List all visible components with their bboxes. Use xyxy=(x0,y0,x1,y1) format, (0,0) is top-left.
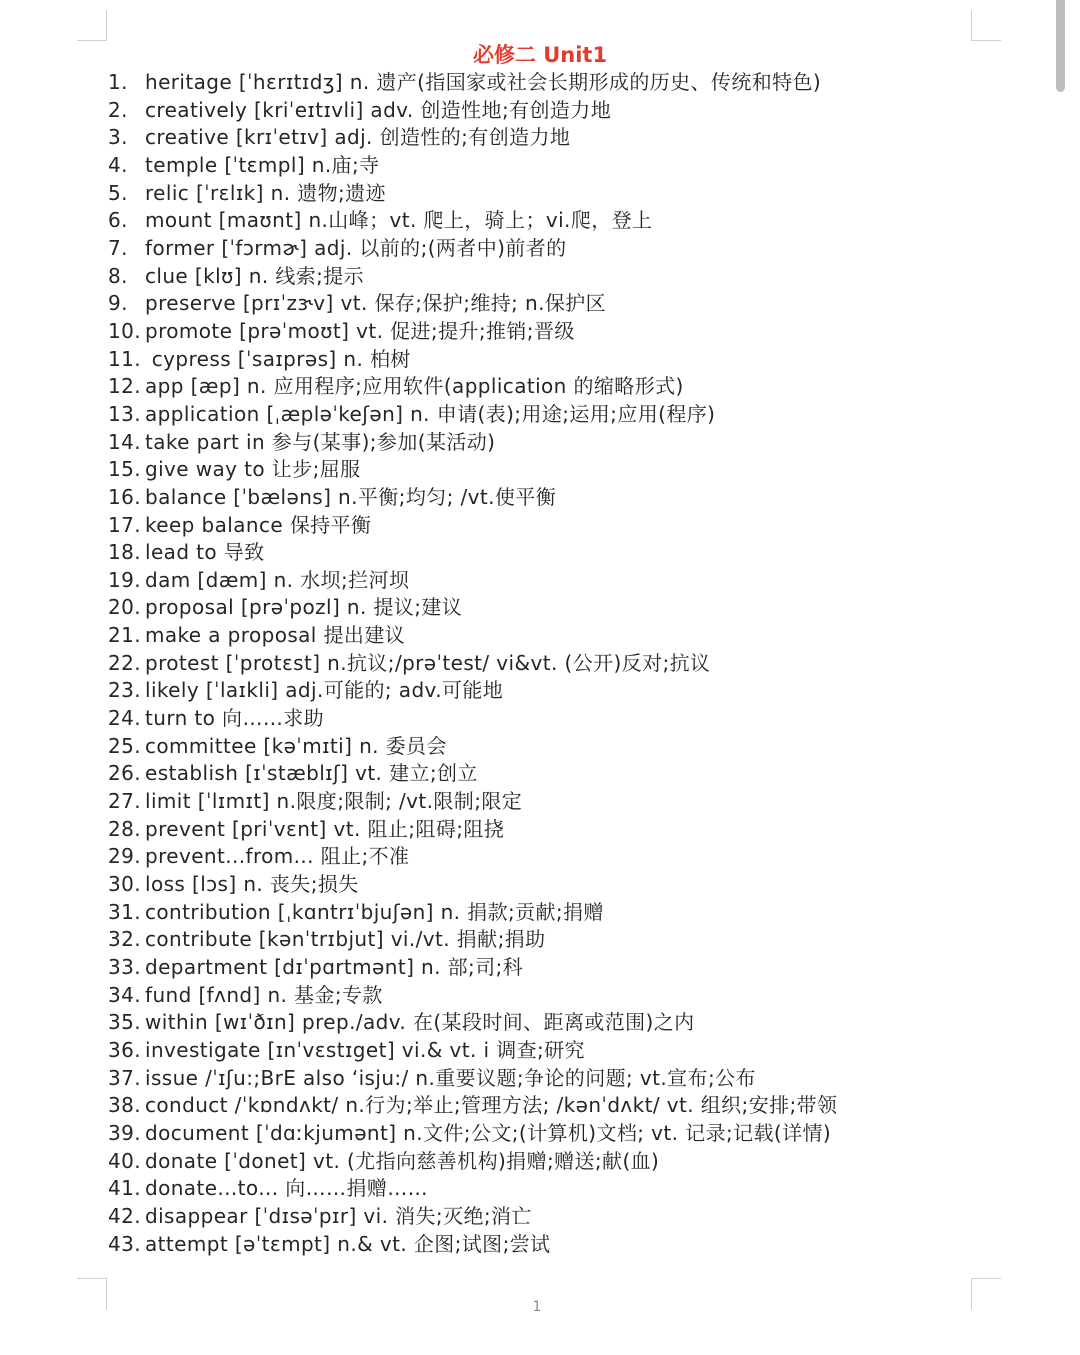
list-item xyxy=(108,539,1038,567)
item-number: 35. xyxy=(108,1010,142,1035)
list-item xyxy=(108,235,1038,263)
item-number: 34. xyxy=(108,982,142,1007)
item-number: 9. xyxy=(108,291,128,316)
item-number: 32. xyxy=(108,927,142,952)
list-item xyxy=(108,97,1038,125)
item-text: turn to 向……求助 xyxy=(145,706,325,731)
list-item xyxy=(108,926,1038,954)
item-number: 19. xyxy=(108,567,142,592)
list-item xyxy=(108,1037,1038,1065)
item-text: contribution [ˌkɑntrɪˈbjuʃən] n. 捐款;贡献;捐赠 xyxy=(145,899,604,924)
item-text: app [æp] n. 应用程序;应用软件(application 的缩略形式) xyxy=(145,374,684,399)
item-text: fund [fʌnd] n. 基金;专款 xyxy=(145,982,383,1007)
list-item xyxy=(108,124,1038,152)
item-number: 37. xyxy=(108,1065,142,1090)
item-number: 27. xyxy=(108,789,142,814)
item-text: clue [klʊ] n. 线索;提示 xyxy=(145,263,365,288)
item-number: 14. xyxy=(108,429,142,454)
list-item xyxy=(108,1175,1038,1203)
item-text: disappear [ˈdɪsəˈpɪr] vi. 消失;灭绝;消亡 xyxy=(145,1203,532,1228)
item-text: investigate [ɪnˈvɛstɪget] vi.& vt. i 调查;研究 xyxy=(145,1037,585,1062)
list-item xyxy=(108,622,1038,650)
item-number: 41. xyxy=(108,1176,142,1201)
item-number: 2. xyxy=(108,97,128,122)
item-number: 15. xyxy=(108,457,142,482)
list-item xyxy=(108,1203,1038,1231)
item-text: keep balance 保持平衡 xyxy=(145,512,372,537)
item-number: 31. xyxy=(108,899,142,924)
item-text: loss [lɔs] n. 丧失;损失 xyxy=(145,872,359,897)
item-text: make a proposal 提出建议 xyxy=(145,623,406,648)
item-text: establish [ɪˈstæblɪʃ] vt. 建立;创立 xyxy=(145,761,478,786)
item-text: department [dɪˈpɑrtmənt] n. 部;司;科 xyxy=(145,955,524,979)
list-item xyxy=(108,290,1038,318)
item-text: relic [ˈrɛlɪk] n. 遗物;遗迹 xyxy=(145,180,386,205)
list-item xyxy=(108,152,1038,180)
list-item xyxy=(108,567,1038,595)
item-text: protest [ˈprotɛst] n.抗议;/prəˈtest/ vi&vt. (公开)反对;抗议 xyxy=(145,650,711,675)
item-text: donate...to... 向……捐赠…… xyxy=(145,1176,429,1201)
item-text: prevent...from... 阻止;不准 xyxy=(145,844,410,869)
item-number: 8. xyxy=(108,263,128,288)
item-number: 7. xyxy=(108,235,128,260)
item-text: dam [dæm] n. 水坝;拦河坝 xyxy=(145,567,410,592)
item-text: take part in 参与(某事);参加(某活动) xyxy=(145,429,496,454)
item-text: cypress [ˈsaɪprəs] n. 柏树 xyxy=(145,346,411,371)
list-item xyxy=(108,843,1038,871)
item-text: committee [kəˈmɪti] n. 委员会 xyxy=(145,733,447,758)
list-item xyxy=(108,677,1038,705)
item-text: contribute [kənˈtrɪbjut] vi./vt. 捐献;捐助 xyxy=(145,927,546,952)
item-number: 18. xyxy=(108,540,142,565)
item-text: likely [ˈlaɪkli] adj.可能的; adv.可能地 xyxy=(145,678,504,703)
item-text: application [ˌæpləˈkeʃən] n. 申请(表);用途;运用;应用(程序) xyxy=(145,401,716,426)
item-number: 25. xyxy=(108,733,142,758)
list-item xyxy=(108,871,1038,899)
list-item xyxy=(108,1231,1038,1259)
item-text: limit [ˈlɪmɪt] n.限度;限制; /vt.限制;限定 xyxy=(145,789,523,814)
list-item xyxy=(108,207,1038,235)
list-item xyxy=(108,954,1038,982)
document-title: 必修二 Unit1 xyxy=(472,43,608,67)
list-item xyxy=(108,484,1038,512)
item-number: 3. xyxy=(108,125,128,150)
item-text: heritage [ˈhɛrɪtɪdʒ] n. 遗产(指国家或社会长期形成的历史、传统和特色) xyxy=(145,70,822,94)
list-item xyxy=(108,263,1038,291)
list-item xyxy=(108,788,1038,816)
list-item xyxy=(108,318,1038,346)
item-number: 24. xyxy=(108,706,142,731)
item-text: document [ˈdɑːkjumənt] n.文件;公文;(计算机)文档; vt. 记录;记载(详情) xyxy=(145,1120,832,1145)
item-number: 38. xyxy=(108,1093,142,1118)
list-item xyxy=(108,373,1038,401)
item-number: 12. xyxy=(108,374,142,399)
item-text: creative [krɪˈetɪv] adj. 创造性的;有创造力地 xyxy=(145,125,571,150)
item-number: 30. xyxy=(108,872,142,897)
list-item xyxy=(108,816,1038,844)
item-text: give way to 让步;屈服 xyxy=(145,457,361,482)
item-number: 43. xyxy=(108,1231,142,1256)
list-item xyxy=(108,401,1038,429)
item-text: conduct /ˈkɒndʌkt/ n.行为;举止;管理方法; /kənˈdʌkt/ vt. 组织;安排;带领 xyxy=(145,1093,838,1118)
list-item xyxy=(108,733,1038,761)
list-item xyxy=(108,1120,1038,1148)
page-number: 1 xyxy=(532,1299,542,1315)
item-number: 5. xyxy=(108,180,128,205)
item-number: 23. xyxy=(108,678,142,703)
item-text: promote [prəˈmoʊt] vt. 促进;提升;推销;晋级 xyxy=(145,318,575,343)
list-item xyxy=(108,1065,1038,1093)
item-number: 40. xyxy=(108,1148,142,1173)
list-item xyxy=(108,705,1038,733)
vertical-scrollbar[interactable] xyxy=(1052,0,1068,1355)
crop-mark-top-left xyxy=(77,10,107,41)
list-item xyxy=(108,180,1038,208)
item-text: balance [ˈbæləns] n.平衡;均匀; /vt.使平衡 xyxy=(145,484,557,509)
item-number: 6. xyxy=(108,208,128,233)
list-item xyxy=(108,594,1038,622)
list-item xyxy=(108,1009,1038,1037)
item-text: within [wɪˈðɪn] prep./adv. 在(某段时间、距离或范围)之内 xyxy=(145,1010,695,1035)
item-text: prevent [priˈvɛnt] vt. 阻止;阻碍;阻挠 xyxy=(145,816,505,841)
list-item xyxy=(108,346,1038,374)
item-number: 42. xyxy=(108,1203,142,1228)
item-number: 13. xyxy=(108,401,142,426)
vocabulary-list xyxy=(108,69,1038,1258)
list-item xyxy=(108,456,1038,484)
item-text: lead to 导致 xyxy=(145,540,265,565)
list-item xyxy=(108,429,1038,457)
item-number: 28. xyxy=(108,816,142,841)
item-number: 33. xyxy=(108,955,142,979)
scrollbar-thumb[interactable] xyxy=(1056,0,1065,92)
item-number: 39. xyxy=(108,1120,142,1145)
item-number: 20. xyxy=(108,595,142,620)
list-item xyxy=(108,1148,1038,1176)
item-number: 22. xyxy=(108,650,142,675)
item-text: donate [ˈdonet] vt. (尤指向慈善机构)捐赠;赠送;献(血) xyxy=(145,1148,660,1173)
item-text: issue /ˈɪʃu:;BrE also ‘isju:/ n.重要议题;争论的问题; vt.宣布;公布 xyxy=(145,1065,756,1090)
item-number: 17. xyxy=(108,512,142,537)
list-item xyxy=(108,69,1038,97)
list-item xyxy=(108,982,1038,1010)
list-item xyxy=(108,512,1038,540)
item-number: 1. xyxy=(108,70,128,94)
list-item xyxy=(108,1092,1038,1120)
item-text: preserve [prɪˈzɝv] vt. 保存;保护;维持; n.保护区 xyxy=(145,291,607,316)
item-text: temple [ˈtɛmpl] n.庙;寺 xyxy=(145,152,380,177)
item-number: 16. xyxy=(108,484,142,509)
list-item xyxy=(108,899,1038,927)
item-number: 10. xyxy=(108,318,142,343)
item-text: attempt [əˈtɛmpt] n.& vt. 企图;试图;尝试 xyxy=(145,1231,551,1256)
list-item xyxy=(108,760,1038,788)
item-text: mount [maʊnt] n.山峰；vt. 爬上，骑上；vi.爬，登上 xyxy=(145,208,653,233)
item-number: 4. xyxy=(108,152,128,177)
list-item xyxy=(108,650,1038,678)
item-text: proposal [prəˈpozl] n. 提议;建议 xyxy=(145,595,463,620)
item-number: 29. xyxy=(108,844,142,869)
item-number: 36. xyxy=(108,1037,142,1062)
item-number: 21. xyxy=(108,623,142,648)
crop-mark-top-right xyxy=(971,10,1001,41)
item-text: former [ˈfɔrmɚ] adj. 以前的;(两者中)前者的 xyxy=(145,235,567,260)
item-text: creatively [kriˈeɪtɪvli] adv. 创造性地;有创造力地 xyxy=(145,97,612,122)
item-number: 26. xyxy=(108,761,142,786)
item-number: 11. xyxy=(108,346,142,371)
